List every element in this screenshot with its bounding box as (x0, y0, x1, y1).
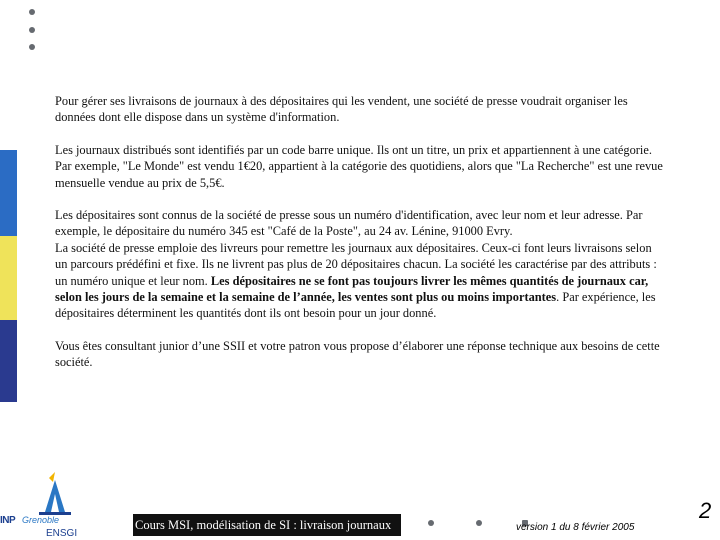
slide-body (55, 93, 665, 387)
paragraph-depositaires-b: La société de presse emploie des livreurs pour remettre les journaux aux dépositaires. Ceux-ci font leurs livraisons selon un parcours prédéfini et fixe. Ils ne livrent pas plus de 20 dépositaires chacun. La société les caractérise par des attributs : un numéro unique et leur nom. (55, 240, 657, 288)
logo-emblem-icon (25, 472, 85, 518)
logo-ensgi-text: ENSGI (46, 528, 78, 539)
paragraph-depositaires (55, 207, 665, 322)
footer-version: version 1 du 8 février 2005 (516, 522, 635, 533)
inp-grenoble-logo (0, 470, 100, 540)
page-number: 2 (699, 498, 712, 523)
paragraph-depositaires-end: . Par expérience, les dépositaires déterminent les quantités dont ils ont besoin pour un jour donné. (55, 290, 656, 321)
side-bar-navy (0, 320, 17, 402)
decor-dot-3 (29, 44, 35, 50)
logo-grenoble-text: Grenoble (22, 515, 60, 525)
paragraph-intro: Pour gérer ses livraisons de journaux à des dépositaires qui les vendent, une société de presse voudrait organiser les données dont elle dispose dans un système d'information. (55, 94, 628, 125)
paragraph-consultant: Vous êtes consultant junior d’une SSII et votre patron vous propose d’élaborer une réponse technique aux besoins de cette société. (55, 338, 660, 370)
paragraph-depositaires-bold: Les dépositaires ne se font pas toujours livrer les mêmes quantités de journaux car, selon les jours de la semaine et la semaine de l’année, les ventes sont plus ou moins importantes (55, 273, 649, 305)
side-bar-blue (0, 150, 17, 236)
footer-course-title: Cours MSI, modélisation de SI : livraison journaux (133, 514, 401, 536)
decor-dot-1 (29, 9, 35, 15)
decor-dot-2 (29, 27, 35, 33)
side-bar-yellow (0, 236, 17, 320)
footer-dot-1 (428, 520, 434, 526)
paragraph-depositaires-a: Les dépositaires sont connus de la société de presse sous un numéro d'identification, avec leur nom et leur adresse. Par exemple, le dépositaire du numéro 345 est "Café de la Poste", au 24 av. Lénine, 91000 Evry. (55, 208, 643, 239)
logo-inp-text: INP (0, 515, 16, 526)
paragraph-journaux: Les journaux distribués sont identifiés par un code barre unique. Ils ont un titre, un prix et appartiennent à une catégorie. Par exemple, "Le Monde" est vendu 1€20, appartient à la catégorie des quotidiens, alors que "La Recherche" est une revue mensuelle vendue au prix de 5,5€. (55, 142, 663, 190)
footer-dot-2 (476, 520, 482, 526)
